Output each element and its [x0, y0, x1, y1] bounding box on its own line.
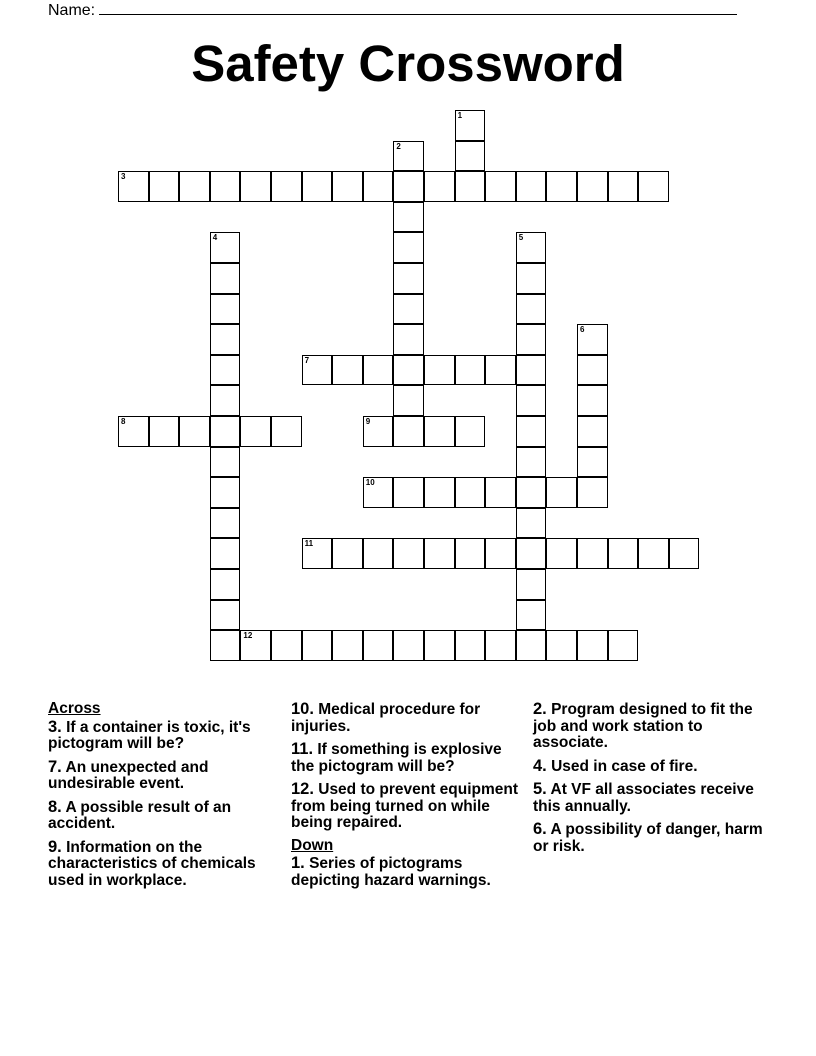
grid-cell[interactable]: [210, 600, 241, 631]
grid-cell[interactable]: [210, 171, 241, 202]
clue-item: [533, 821, 765, 855]
grid-cell[interactable]: [546, 477, 577, 508]
grid-cell[interactable]: [393, 477, 424, 508]
grid-cell[interactable]: [516, 630, 547, 661]
clue-number: 9: [365, 417, 371, 426]
grid-cell[interactable]: [577, 355, 608, 386]
clue-number-label: 4.: [533, 756, 547, 775]
clue-text: An unexpected and undesirable event.: [48, 758, 209, 792]
clue-text: Used to prevent equipment from being turned on while being repaired.: [291, 781, 519, 831]
clue-number: 10: [365, 478, 375, 488]
grid-cell[interactable]: [210, 355, 241, 386]
clue-number: 2: [396, 141, 401, 151]
clue-item: [533, 701, 765, 752]
grid-cell[interactable]: [577, 630, 608, 661]
grid-cell[interactable]: [485, 477, 516, 508]
grid-cell[interactable]: [516, 538, 547, 569]
clue-number-label: 11.: [291, 740, 314, 758]
clue-number-label: 3.: [48, 717, 62, 736]
clue-item: [533, 781, 765, 815]
clue-number: 4: [212, 233, 218, 243]
clue-item: [291, 855, 523, 889]
across-heading: Across: [48, 700, 101, 717]
clue-number-label: 1.: [291, 854, 305, 872]
grid-cell[interactable]: [210, 324, 241, 355]
down-clue-list: [291, 855, 523, 889]
clue-text: Used in case of fire.: [546, 757, 698, 775]
grid-cell[interactable]: [516, 232, 547, 263]
grid-cell[interactable]: [149, 171, 180, 202]
down-clue-list-continued: [533, 701, 765, 855]
grid-cell[interactable]: [271, 171, 302, 202]
clue-number-label: 2.: [533, 700, 547, 718]
grid-cell[interactable]: [577, 538, 608, 569]
grid-cell[interactable]: [210, 232, 241, 263]
grid-cell[interactable]: [210, 294, 241, 325]
grid-cell[interactable]: [393, 294, 424, 325]
grid-cell[interactable]: [393, 171, 424, 202]
clue-number-label: 10.: [291, 700, 314, 718]
grid-cell[interactable]: [608, 538, 639, 569]
grid-cell[interactable]: [485, 538, 516, 569]
grid-cell[interactable]: [332, 355, 363, 386]
clue-number-label: 5.: [533, 780, 547, 798]
grid-cell[interactable]: [118, 171, 149, 202]
grid-cell[interactable]: [516, 171, 547, 202]
grid-cell[interactable]: [393, 263, 424, 294]
grid-cell[interactable]: [424, 630, 455, 661]
grid-cell[interactable]: [393, 141, 424, 172]
grid-cell[interactable]: [363, 538, 394, 569]
grid-cell[interactable]: [240, 416, 271, 447]
across-clue-list-continued: [291, 701, 523, 832]
grid-cell[interactable]: [210, 630, 241, 661]
grid-cell[interactable]: [393, 385, 424, 416]
grid-cell[interactable]: [363, 477, 394, 508]
grid-cell[interactable]: [516, 294, 547, 325]
clue-number: 6: [580, 325, 585, 335]
grid-cell[interactable]: [271, 416, 302, 447]
grid-cell[interactable]: [332, 171, 363, 202]
grid-cell[interactable]: [302, 538, 333, 569]
grid-cell[interactable]: [424, 355, 455, 386]
clue-text: A possibility of danger, harm or risk.: [533, 821, 763, 855]
clue-text: At VF all associates receive this annually.: [533, 781, 754, 815]
clue-number: 11: [304, 539, 314, 549]
grid-cell[interactable]: [210, 416, 241, 447]
clue-number-label: 9.: [48, 837, 62, 856]
grid-cell[interactable]: [546, 630, 577, 661]
grid-cell[interactable]: [393, 232, 424, 263]
grid-cell[interactable]: [608, 171, 639, 202]
clue-text: If a container is toxic, it's pictogram will be?: [48, 718, 251, 752]
grid-cell[interactable]: [608, 630, 639, 661]
grid-cell[interactable]: [393, 355, 424, 386]
grid-cell[interactable]: [485, 630, 516, 661]
grid-cell[interactable]: [516, 600, 547, 631]
clue-item: [48, 839, 280, 890]
grid-cell[interactable]: [393, 202, 424, 233]
grid-cell[interactable]: [577, 477, 608, 508]
grid-cell[interactable]: [485, 355, 516, 386]
grid-cell[interactable]: [546, 538, 577, 569]
grid-cell[interactable]: [455, 355, 486, 386]
grid-cell[interactable]: [393, 630, 424, 661]
grid-cell[interactable]: [393, 324, 424, 355]
grid-cell[interactable]: [271, 630, 302, 661]
grid-cell[interactable]: [302, 171, 333, 202]
grid-cell[interactable]: [210, 477, 241, 508]
grid-cell[interactable]: [363, 171, 394, 202]
grid-cell[interactable]: [118, 416, 149, 447]
clue-text: Program designed to fit the job and work station to associate.: [533, 701, 753, 751]
grid-cell[interactable]: [179, 416, 210, 447]
grid-cell[interactable]: [516, 385, 547, 416]
grid-cell[interactable]: [363, 630, 394, 661]
clue-number: 8: [121, 417, 126, 426]
grid-cell[interactable]: [485, 171, 516, 202]
grid-cell[interactable]: [577, 447, 608, 478]
clue-number: 1: [457, 111, 463, 120]
name-label: Name:: [48, 2, 96, 19]
clue-item: [533, 758, 765, 776]
grid-cell[interactable]: [455, 171, 486, 202]
grid-cell[interactable]: [516, 447, 547, 478]
clue-text: If something is explosive the pictogram will be?: [291, 741, 502, 775]
clues-column-3: [533, 701, 765, 861]
grid-cell[interactable]: [424, 477, 455, 508]
grid-cell[interactable]: [455, 141, 486, 172]
clues-column-1: [48, 701, 280, 895]
clue-item: [291, 701, 523, 735]
clue-number-label: 8.: [48, 797, 62, 816]
grid-cell[interactable]: [516, 324, 547, 355]
grid-cell[interactable]: [363, 416, 394, 447]
grid-cell[interactable]: [210, 385, 241, 416]
grid-cell[interactable]: [179, 171, 210, 202]
clue-text: Medical procedure for injuries.: [291, 701, 481, 735]
grid-cell[interactable]: [455, 630, 486, 661]
grid-cell[interactable]: [302, 630, 333, 661]
clue-number: 3: [121, 172, 126, 182]
grid-cell[interactable]: [210, 263, 241, 294]
grid-cell[interactable]: [210, 538, 241, 569]
grid-cell[interactable]: [516, 416, 547, 447]
grid-cell[interactable]: [393, 416, 424, 447]
grid-cell[interactable]: [638, 171, 669, 202]
grid-cell[interactable]: [332, 538, 363, 569]
grid-cell[interactable]: [669, 538, 700, 569]
grid-cell[interactable]: [302, 355, 333, 386]
grid-cell[interactable]: [424, 416, 455, 447]
grid-cell[interactable]: [577, 416, 608, 447]
grid-cell[interactable]: [363, 355, 394, 386]
clue-item: [291, 741, 523, 775]
clue-text: A possible result of an accident.: [48, 798, 232, 832]
clue-item: [291, 781, 523, 832]
clue-number: 5: [518, 233, 524, 243]
grid-cell[interactable]: [577, 385, 608, 416]
clue-number-label: 6.: [533, 820, 547, 838]
grid-cell[interactable]: [516, 477, 547, 508]
grid-cell[interactable]: [455, 110, 486, 141]
clue-item: [48, 759, 280, 793]
clue-number-label: 12.: [291, 780, 314, 798]
grid-cell[interactable]: [577, 171, 608, 202]
grid-cell[interactable]: [210, 508, 241, 539]
grid-cell[interactable]: [393, 538, 424, 569]
grid-cell[interactable]: [424, 538, 455, 569]
clue-text: Series of pictograms depicting hazard warnings.: [291, 855, 491, 889]
page-title: Safety Crossword: [191, 35, 625, 92]
grid-cell[interactable]: [516, 508, 547, 539]
grid-cell[interactable]: [516, 263, 547, 294]
grid-cell[interactable]: [240, 171, 271, 202]
down-heading: Down: [291, 836, 334, 854]
grid-cell[interactable]: [455, 477, 486, 508]
across-clue-list: [48, 719, 280, 890]
clue-number-label: 7.: [48, 757, 62, 776]
grid-cell[interactable]: [455, 416, 486, 447]
grid-cell[interactable]: [516, 569, 547, 600]
grid-cell[interactable]: [455, 538, 486, 569]
grid-cell[interactable]: [546, 171, 577, 202]
clue-text: Information on the characteristics of chemicals used in workplace.: [48, 838, 256, 889]
clue-number: 7: [304, 355, 310, 365]
grid-cell[interactable]: [210, 569, 241, 600]
grid-cell[interactable]: [210, 447, 241, 478]
grid-cell[interactable]: [149, 416, 180, 447]
grid-cell[interactable]: [638, 538, 669, 569]
clues-column-2: [291, 701, 523, 895]
clue-item: [48, 799, 280, 833]
clue-item: [48, 719, 280, 753]
grid-cell[interactable]: [240, 630, 271, 661]
grid-cell[interactable]: [516, 355, 547, 386]
grid-cell[interactable]: [577, 324, 608, 355]
grid-cell[interactable]: [424, 171, 455, 202]
grid-cell[interactable]: [332, 630, 363, 661]
clue-number: 12: [243, 631, 253, 641]
